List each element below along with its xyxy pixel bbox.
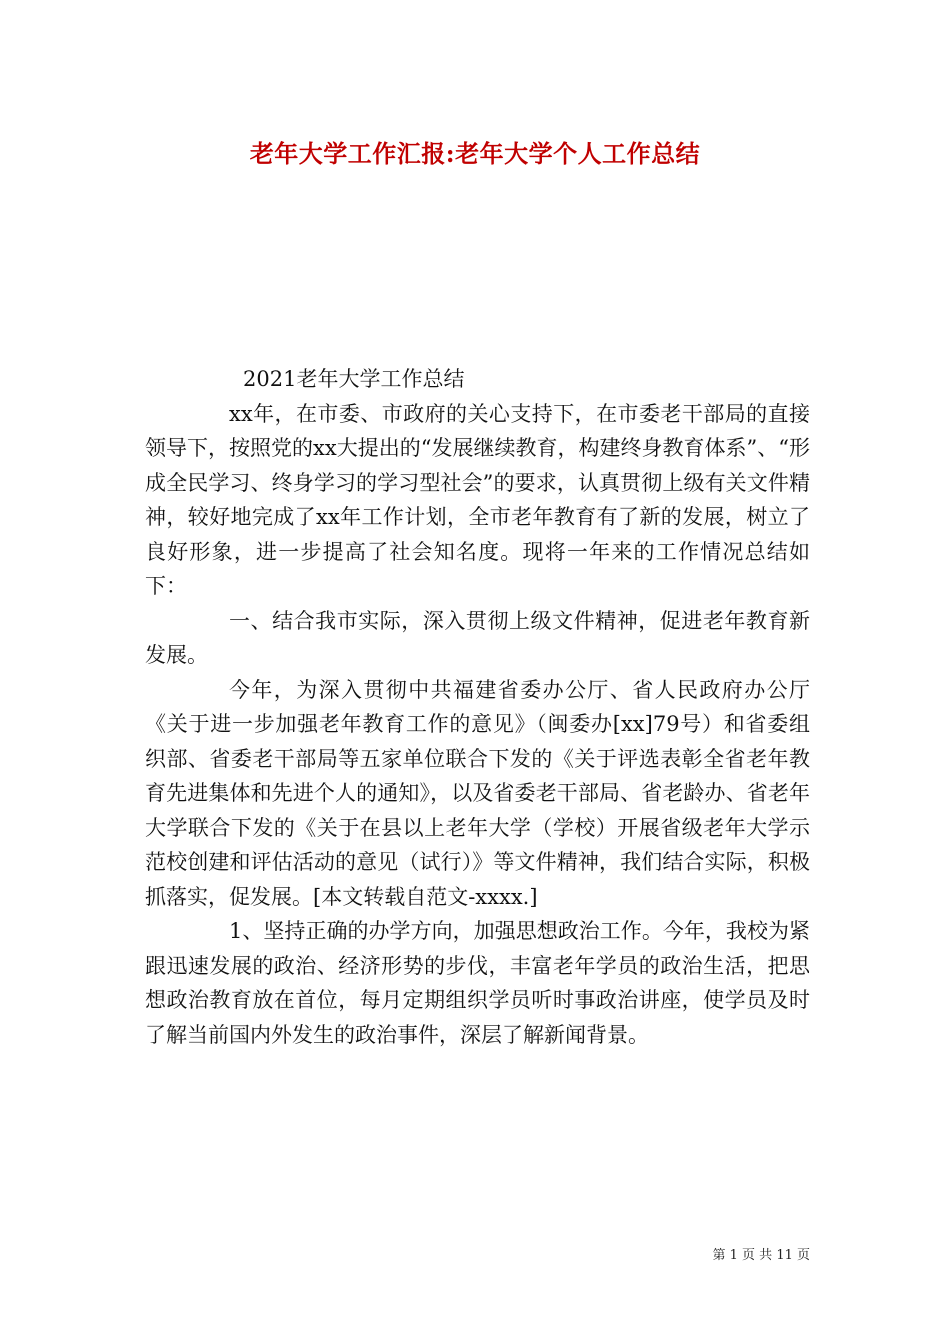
document-body: [145, 362, 810, 1052]
section-subheading: 2021老年大学工作总结: [243, 367, 465, 391]
paragraph-intro: xx年，在市委、市政府的关心支持下，在市委老干部局的直接领导下，按照党的xx大提出的“发展继续教育，构建终身教育体系”、“形成全民学习、终身学习的学习型社会”的要求，认真贯彻上级有关文件精神，较好地完成了xx年工作计划，全市老年教育有了新的发展，树立了良好形象，进一步提高了社会知名度。现将一年来的工作情况总结如下：: [145, 401, 810, 598]
document-title: 老年大学工作汇报:老年大学个人工作总结: [249, 139, 701, 168]
paragraph-section-one: 一、结合我市实际，深入贯彻上级文件精神，促进老年教育新发展。: [145, 608, 810, 667]
paragraph-documents: 今年，为深入贯彻中共福建省委办公厅、省人民政府办公厅《关于进一步加强老年教育工作的意见》（闽委办[xx]79号）和省委组织部、省委老干部局等五家单位联合下发的《关于评选表彰全省老年教育先进集体和先进个人的通知》，以及省委老干部局、省老龄办、省老年大学联合下发的《关于在县以上老年大学（学校）开展省级老年大学示范校创建和评估活动的意见（试行）》等文件精神，我们结合实际，积极抓落实，促发展。[本文转载自范文-xxxx.]: [145, 677, 810, 909]
paragraph-item-one: 1、坚持正确的办学方向，加强思想政治工作。今年，我校为紧跟迅速发展的政治、经济形势的步伐，丰富老年学员的政治生活，把思想政治教育放在首位，每月定期组织学员听时事政治讲座，使学员及时了解当前国内外发生的政治事件，深层了解新闻背景。: [145, 919, 810, 1047]
page-number-footer: 第 1 页 共 11 页: [712, 1248, 810, 1263]
